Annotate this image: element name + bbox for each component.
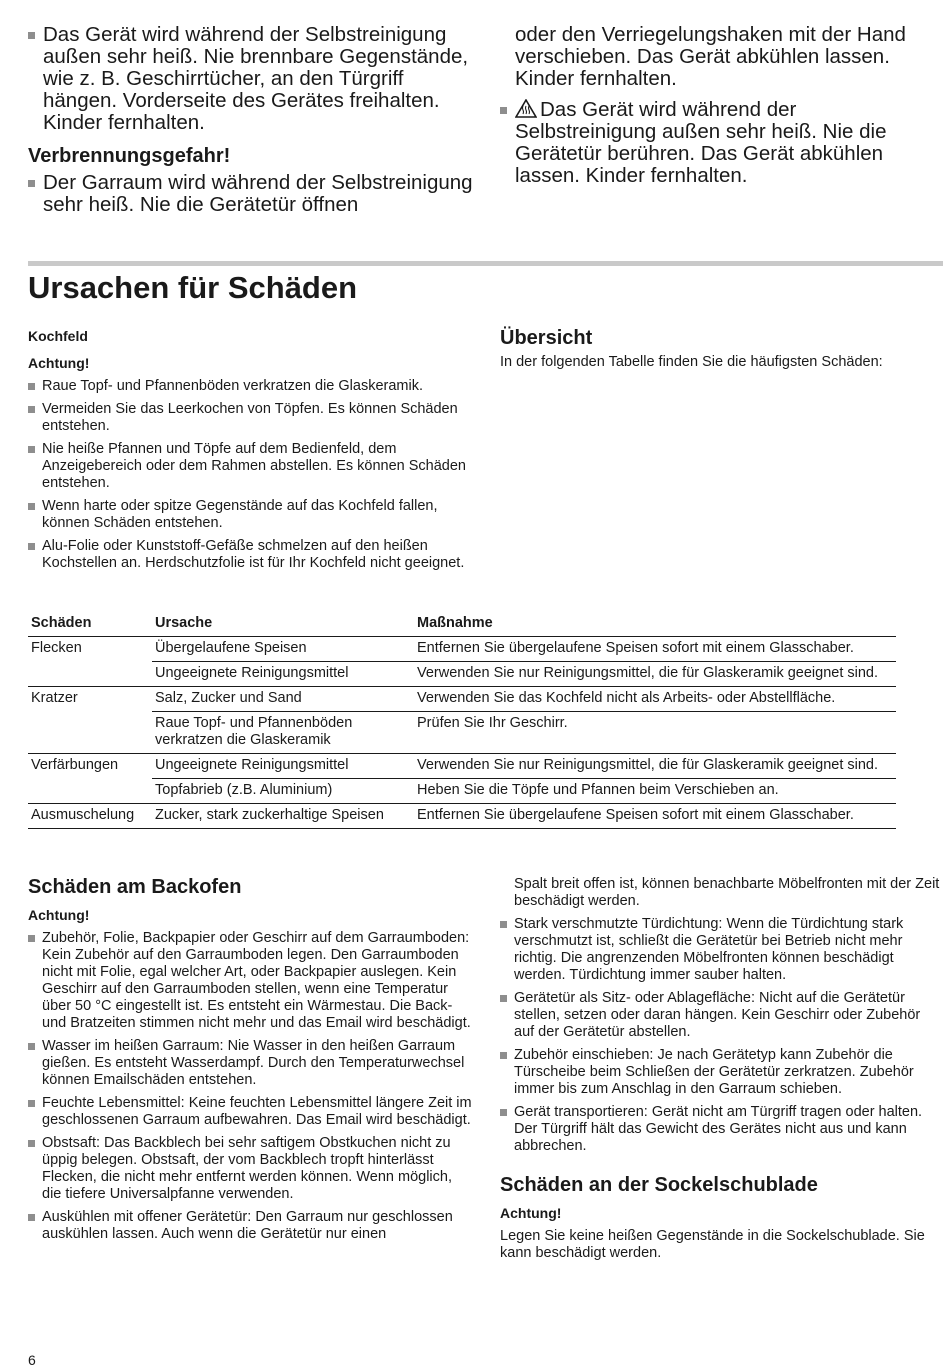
table-cell: Topfabrieb (z.B. Aluminium) xyxy=(152,779,414,804)
column-header: Maßnahme xyxy=(414,612,896,637)
kochfeld-label: Kochfeld xyxy=(28,328,88,344)
table-cell: Ausmuschelung xyxy=(28,804,152,829)
list-item-continuation: Spalt breit offen ist, können benachbarte Möbelfronten mit der Zeit beschädigt werden. xyxy=(514,876,940,909)
table-cell xyxy=(28,662,152,687)
column-header: Ursache xyxy=(152,612,414,637)
list-item: Zubehör, Folie, Backpapier oder Geschirr auf dem Garraumboden: Kein Zubehör auf den Garraumboden legen. Den Garraumboden nicht mit Folie, egal welcher Art, oder Backpapier auslegen. Kein Geschirr auf den Garraumboden stellen, wenn eine Temperatur über 50 °C eingestellt ist. Es entsteht ein Wärmestau. Die Back- und Bratzeiten stimmen nicht mehr und das Email wird beschädigt. xyxy=(28,930,473,1032)
backofen-heading: Schäden am Backofen xyxy=(28,876,242,898)
table-cell: Kratzer xyxy=(31,690,78,706)
top-right-column xyxy=(500,24,940,187)
section-divider xyxy=(28,261,943,266)
list-item: Wasser im heißen Garraum: Nie Wasser in den heißen Garraum gießen. Es entsteht Wasserdampf. Durch den Temperaturwechsel können Emailschäden entstehen. xyxy=(28,1038,473,1089)
list-item: Zubehör einschieben: Je nach Gerätetyp kann Zubehör die Türscheibe beim Schließen der Gerätetür zerkratzen. Zubehör immer bis zum Anschlag in den Garraum schieben. xyxy=(500,1047,940,1098)
top-left-column xyxy=(28,24,473,216)
table-cell: Flecken xyxy=(31,640,82,656)
table-row xyxy=(28,687,896,712)
sockel-achtung: Achtung! xyxy=(500,1205,562,1221)
list-item: Gerät transportieren: Gerät nicht am Türgriff tragen oder halten. Der Türgriff hält das Gewicht des Gerätes nicht aus und kann abbrechen. xyxy=(500,1104,940,1155)
list-item: Alu-Folie oder Kunststoff-Gefäße schmelzen auf den heißen Kochstellen an. Herdschutzfolie ist für Ihr Kochfeld nicht geeignet. xyxy=(28,538,473,572)
backofen-achtung: Achtung! xyxy=(28,907,90,923)
list-item: Obstsaft: Das Backblech bei sehr saftigem Obstkuchen nicht zu üppig belegen. Obstsaft, der vom Backblech tropft hinterlässt Flecken, die nicht mehr entfernt werden können. Wenn möglich, die tiefere Universalpfanne verwenden. xyxy=(28,1135,473,1203)
table-cell xyxy=(28,779,152,804)
table-row xyxy=(28,754,896,779)
page-number: 6 xyxy=(28,1352,36,1368)
table-cell: Verfärbungen xyxy=(31,757,119,773)
table-cell: Ungeeignete Reinigungsmittel xyxy=(152,754,414,779)
table-row xyxy=(28,804,896,829)
column-header: Schäden xyxy=(28,612,152,637)
table-row xyxy=(28,712,896,754)
hot-surface-warning-icon xyxy=(515,99,537,118)
list-item: Der Garraum wird während der Selbstreinigung sehr heiß. Nie die Gerätetür öffnen xyxy=(28,172,473,216)
table-cell: Zucker, stark zuckerhaltige Speisen xyxy=(152,804,414,829)
table-cell: Prüfen Sie Ihr Geschirr. xyxy=(414,712,896,754)
table-cell: Verwenden Sie nur Reinigungsmittel, die für Glaskeramik geeignet sind. xyxy=(414,662,896,687)
table-cell: Übergelaufene Speisen xyxy=(152,637,414,662)
list-item: Wenn harte oder spitze Gegenstände auf das Kochfeld fallen, können Schäden entstehen. xyxy=(28,498,473,532)
list-item-text: Das Gerät wird während der Selbstreinigung außen sehr heiß. Nie die Gerätetür berühren. Das Gerät abkühlen lassen. Kinder fernhalten. xyxy=(515,98,887,187)
table-cell: Verwenden Sie das Kochfeld nicht als Arbeits- oder Abstellfläche. xyxy=(414,687,896,712)
sockel-text: Legen Sie keine heißen Gegenstände in die Sockelschublade. Sie kann beschädigt werden. xyxy=(500,1228,925,1261)
backofen-right-column xyxy=(500,876,940,1262)
table-cell: Verwenden Sie nur Reinigungsmittel, die für Glaskeramik geeignet sind. xyxy=(414,754,896,779)
backofen-left-column xyxy=(28,875,473,1249)
table-row xyxy=(28,662,896,687)
table-cell xyxy=(28,712,152,754)
table-row xyxy=(28,637,896,662)
uebersicht-text: In der folgenden Tabelle finden Sie die häufigsten Schäden: xyxy=(500,354,883,370)
damage-table xyxy=(28,612,896,829)
table-cell: Heben Sie die Töpfe und Pfannen beim Verschieben an. xyxy=(414,779,896,804)
burn-hazard-heading: Verbrennungsgefahr! xyxy=(28,145,231,167)
section-title: Ursachen für Schäden xyxy=(28,270,358,305)
uebersicht-heading: Übersicht xyxy=(500,327,593,349)
table-cell: Salz, Zucker und Sand xyxy=(152,687,414,712)
list-item: Vermeiden Sie das Leerkochen von Töpfen. Es können Schäden entstehen. xyxy=(28,401,473,435)
sockel-heading: Schäden an der Sockelschublade xyxy=(500,1174,818,1196)
kochfeld-achtung: Achtung! xyxy=(28,355,90,371)
table-cell: Entfernen Sie übergelaufene Speisen sofort mit einem Glasschaber. xyxy=(414,637,896,662)
list-item: Stark verschmutzte Türdichtung: Wenn die Türdichtung stark verschmutzt ist, schließt die Gerätetür bei Betrieb nicht mehr richtig. Die angrenzenden Möbelfronten können beschädigt werden. Türdichtung immer sauber halten. xyxy=(500,916,940,984)
table-cell: Raue Topf- und Pfannenböden verkratzen die Glaskeramik xyxy=(152,712,414,754)
list-item xyxy=(500,99,940,187)
list-item: Gerätetür als Sitz- oder Ablagefläche: Nicht auf die Gerätetür stellen, setzen oder daran hängen. Kein Geschirr oder Zubehör auf der Gerätetür abstellen. xyxy=(500,990,940,1041)
list-item: Feuchte Lebensmittel: Keine feuchten Lebensmittel längere Zeit im geschlossenen Garraum aufbewahren. Das Email wird beschädigt. xyxy=(28,1095,473,1129)
table-header-row xyxy=(28,612,896,637)
list-item: Das Gerät wird während der Selbstreinigung außen sehr heiß. Nie brennbare Gegenstände, wie z. B. Geschirrtücher, an den Türgriff hängen. Vorderseite des Gerätes freihalten. Kinder fernhalten. xyxy=(28,24,473,134)
table-cell: Entfernen Sie übergelaufene Speisen sofort mit einem Glasschaber. xyxy=(414,804,896,829)
uebersicht-block xyxy=(500,326,940,371)
table-cell: Ungeeignete Reinigungsmittel xyxy=(152,662,414,687)
list-item: Nie heiße Pfannen und Töpfe auf dem Bedienfeld, dem Anzeigebereich oder dem Rahmen abstellen. Es können Schäden entstehen. xyxy=(28,441,473,492)
list-item-continuation: oder den Verriegelungshaken mit der Hand verschieben. Das Gerät abkühlen lassen. Kinder fernhalten. xyxy=(515,23,906,90)
table-row xyxy=(28,779,896,804)
list-item: Raue Topf- und Pfannenböden verkratzen die Glaskeramik. xyxy=(28,378,473,395)
list-item: Auskühlen mit offener Gerätetür: Den Garraum nur geschlossen auskühlen lassen. Auch wenn die Gerätetür nur einen xyxy=(28,1209,473,1243)
kochfeld-block xyxy=(28,328,473,578)
